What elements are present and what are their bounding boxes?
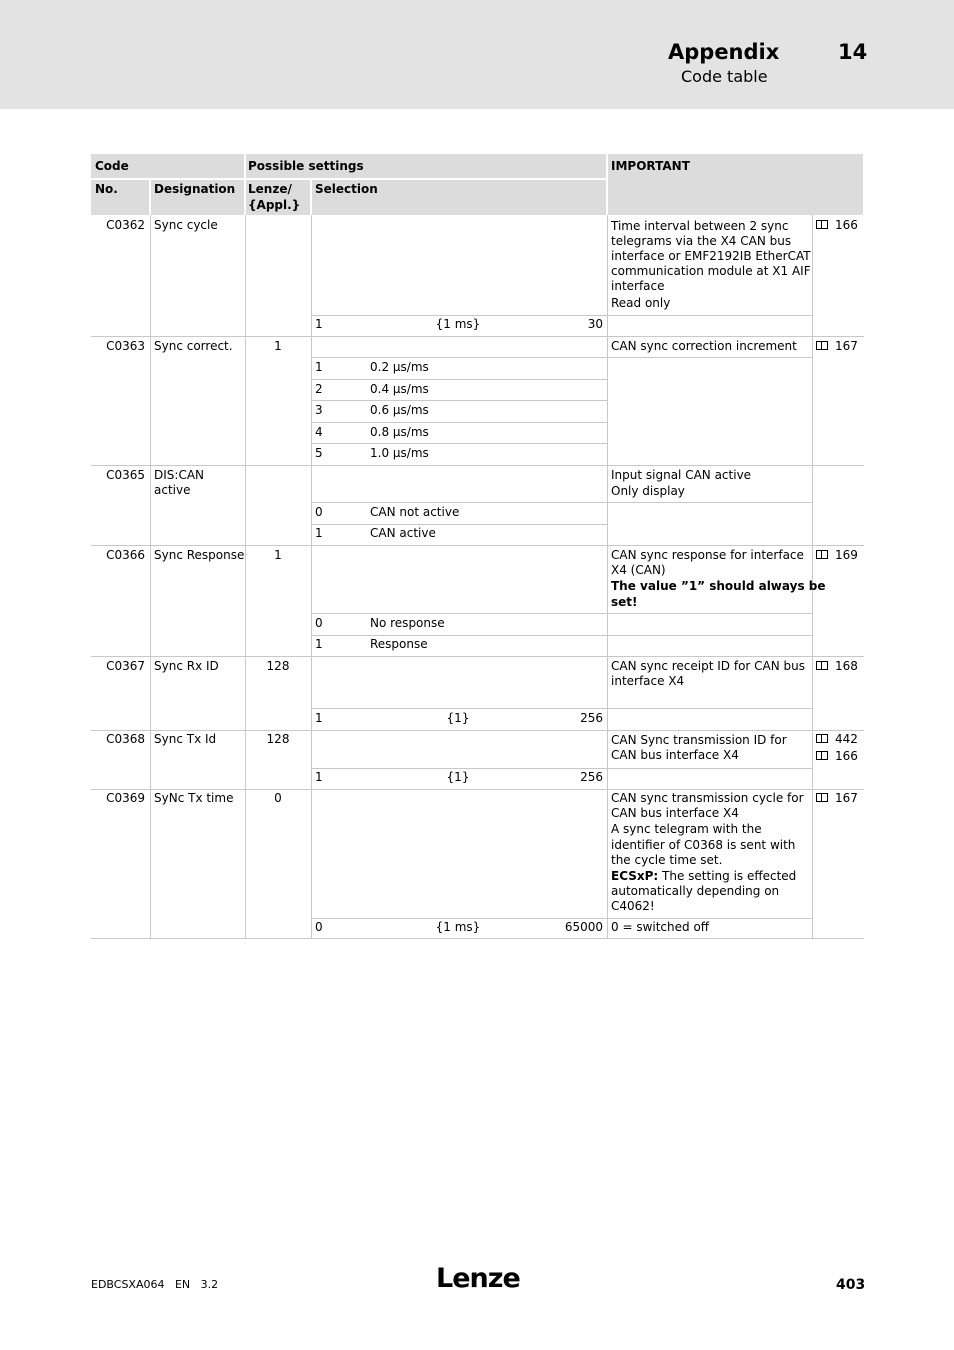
- lenze-default: 0: [274, 791, 282, 805]
- important-text: Time interval between 2 sync: [611, 219, 789, 233]
- option-value: 2: [315, 382, 323, 396]
- code-no: C0362: [106, 218, 145, 232]
- important-text: C4062!: [611, 899, 655, 913]
- important-text: ECSxP: The setting is effected: [611, 869, 797, 883]
- book-icon: [816, 734, 828, 743]
- important-text: interface: [611, 279, 665, 293]
- header-no: No.: [95, 182, 118, 196]
- important-text: CAN sync receipt ID for CAN bus: [611, 659, 806, 673]
- option-label: CAN active: [370, 526, 436, 540]
- important-text: X4 (CAN): [611, 563, 666, 577]
- important-text: telegrams via the X4 CAN bus: [611, 234, 792, 248]
- option-value: 0: [315, 616, 323, 630]
- header-possible-settings: Possible settings: [248, 159, 364, 173]
- code-no: C0369: [106, 791, 145, 805]
- important-text: Input signal CAN active: [611, 468, 752, 482]
- book-icon: [816, 220, 828, 229]
- important-text: communication module at X1 AIF: [611, 264, 811, 278]
- book-icon: [816, 751, 828, 760]
- important-text: CAN bus interface X4: [611, 806, 739, 820]
- range-max: 256: [580, 711, 603, 725]
- designation: Sync Rx ID: [154, 659, 219, 673]
- important-text: Only display: [611, 484, 685, 498]
- designation: active: [154, 483, 191, 497]
- header-appl: {Appl.}: [248, 198, 301, 212]
- range-min: 1: [315, 317, 323, 331]
- page-number: 403: [836, 1277, 866, 1293]
- page-title: Appendix: [668, 40, 780, 64]
- important-text: CAN sync response for interface: [611, 548, 804, 562]
- page-reference[interactable]: 442: [816, 732, 858, 747]
- code-no: C0365: [106, 468, 145, 482]
- option-label: CAN not active: [370, 505, 460, 519]
- important-warning: The value ”1” should always be: [611, 579, 826, 593]
- code-no: C0367: [106, 659, 145, 673]
- range-min: 1: [315, 711, 323, 725]
- designation: SyNc Tx time: [154, 791, 234, 805]
- option-value: 3: [315, 403, 323, 417]
- lenze-default: 128: [266, 659, 290, 673]
- option-value: 1: [315, 360, 323, 374]
- important-warning: set!: [611, 595, 638, 609]
- range-max: 65000: [564, 920, 603, 934]
- code-no: C0368: [106, 732, 145, 746]
- header-selection: Selection: [315, 182, 378, 196]
- lenze-logo: Lenze: [436, 1263, 520, 1294]
- header-band: [0, 0, 954, 109]
- page-reference[interactable]: 166: [816, 749, 858, 764]
- header-code: Code: [95, 159, 129, 173]
- book-icon: [816, 550, 828, 559]
- range-min: 1: [315, 770, 323, 784]
- lenze-default: 1: [274, 548, 282, 562]
- book-icon: [816, 793, 828, 802]
- option-value: 5: [315, 446, 323, 460]
- range-min: 0: [315, 920, 323, 934]
- code-no: C0363: [106, 339, 145, 353]
- page-reference[interactable]: 167: [816, 339, 858, 354]
- book-icon: [816, 341, 828, 350]
- important-text: A sync telegram with the: [611, 822, 762, 836]
- important-text: CAN sync correction increment: [611, 339, 797, 353]
- important-text: CAN sync transmission cycle for: [611, 791, 804, 805]
- designation: Sync Tx Id: [154, 732, 217, 746]
- chapter-number: 14: [838, 40, 868, 64]
- important-text: the cycle time set.: [611, 853, 723, 867]
- range-max: 30: [587, 317, 603, 331]
- option-label: 1.0 μs/ms: [370, 446, 429, 460]
- header-lenze: Lenze/: [248, 182, 292, 196]
- important-text: CAN bus interface X4: [611, 748, 739, 762]
- important-text: CAN Sync transmission ID for: [611, 733, 787, 747]
- option-label: 0.2 μs/ms: [370, 360, 429, 374]
- page-reference[interactable]: 167: [816, 791, 858, 806]
- important-text: Read only: [611, 296, 671, 310]
- page-reference[interactable]: 168: [816, 659, 858, 674]
- option-label: Response: [370, 637, 428, 651]
- page-reference[interactable]: 166: [816, 218, 858, 233]
- option-label: 0.6 μs/ms: [370, 403, 429, 417]
- important-text: interface or EMF2192IB EtherCAT: [611, 249, 811, 263]
- code-no: C0366: [106, 548, 145, 562]
- option-value: 4: [315, 425, 323, 439]
- header-designation: Designation: [154, 182, 236, 196]
- option-value: 1: [315, 637, 323, 651]
- page-reference[interactable]: 169: [816, 548, 858, 563]
- designation: Sync Response: [154, 548, 245, 562]
- range-step: {1 ms}: [435, 317, 481, 331]
- important-text: automatically depending on: [611, 884, 780, 898]
- designation: DIS:CAN: [154, 468, 205, 482]
- range-step: {1}: [446, 770, 470, 784]
- lenze-default: 128: [266, 732, 290, 746]
- page-subtitle: Code table: [681, 67, 768, 86]
- designation: Sync correct.: [154, 339, 233, 353]
- header-important: IMPORTANT: [611, 159, 690, 173]
- important-text: identifier of C0368 is sent with: [611, 838, 796, 852]
- option-value: 0: [315, 505, 323, 519]
- range-step: {1}: [446, 711, 470, 725]
- range-max: 256: [580, 770, 603, 784]
- option-label: 0.8 μs/ms: [370, 425, 429, 439]
- option-value: 1: [315, 526, 323, 540]
- range-step: {1 ms}: [435, 920, 481, 934]
- book-icon: [816, 661, 828, 670]
- range-note: 0 = switched off: [611, 920, 710, 934]
- designation: Sync cycle: [154, 218, 218, 232]
- lenze-default: 1: [274, 339, 282, 353]
- option-label: No response: [370, 616, 445, 630]
- option-label: 0.4 μs/ms: [370, 382, 429, 396]
- important-text: interface X4: [611, 674, 685, 688]
- document-id: EDBCSXA064 EN 3.2: [91, 1278, 219, 1291]
